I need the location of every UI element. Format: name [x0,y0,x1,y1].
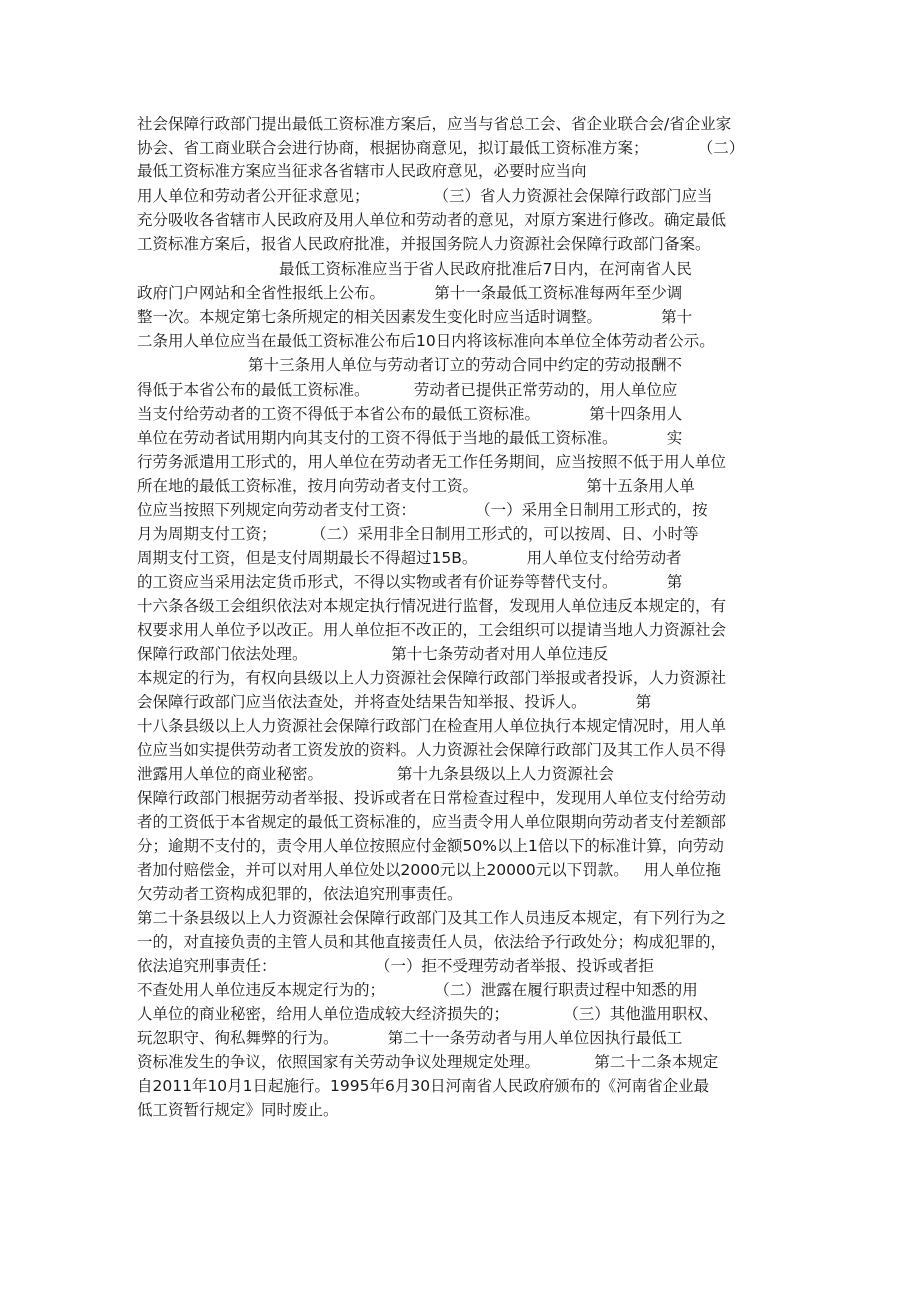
text-line: 得低于本省公布的最低工资标准。 劳动者已提供正常劳动的，用人单位应 [137,381,678,399]
text-line: 整一次。本规定第七条所规定的相关因素发生变化时应当适时调整。 第十 [137,308,693,326]
text-line: 位应当如实提供劳动者工资发放的资料。人力资源社会保障行政部门及其工作人员不得 [137,741,727,759]
text-line: 二条用人单位应当在最低工资标准公布后10日内将该标准向本单位全体劳动者公示。 [137,332,715,350]
text-line: 最低工资标准应当于省人民政府批准后7日内，在河南省人民 [279,260,692,278]
text-line: 者的工资低于本省规定的最低工资标准的，应当责令用人单位限期向劳动者支付差额部 [137,813,727,831]
text-line: 政府门户网站和全省性报纸上公布。 第十一条最低工资标准每两年至少调 [137,284,683,302]
text-line: 依法追究刑事责任： （一）拒不受理劳动者举报、投诉或者拒 [137,957,655,975]
text-line: 用人单位和劳动者公开征求意见； （三）省人力资源社会保障行政部门应当 [137,187,713,205]
text-line: 工资标准方案后，报省人民政府批准，并报国务院人力资源社会保障行政部门备案。 [137,235,711,253]
text-line: 充分吸收各省辖市人民政府及用人单位和劳动者的意见，对原方案进行修改。确定最低 [137,211,727,229]
text-line: 资标准发生的争议，依照国家有关劳动争议处理规定处理。 第二十二条本规定 [137,1053,719,1071]
text-line: 会保障行政部门应当依法查处，并将查处结果告知举报、投诉人。 第 [137,693,652,711]
text-line: 十八条县级以上人力资源社会保障行政部门在检查用人单位执行本规定情况时，用人单 [137,717,727,735]
text-line: 协会、省工商业联合会进行协商，根据协商意见，拟订最低工资标准方案； （二） [137,139,745,157]
text-line: 自2011年10月1日起施行。1995年6月30日河南省人民政府颁布的《河南省企业最 [137,1077,710,1095]
text-line: 泄露用人单位的商业秘密。 第十九条县级以上人力资源社会 [137,765,614,783]
text-line: 十六条各级工会组织依法对本规定执行情况进行监督，发现用人单位违反本规定的，有 [137,597,727,615]
text-line: 位应当按照下列规定向劳动者支付工资： （一）采用全日制用工形式的，按 [137,501,708,519]
text-line: 月为周期支付工资； （二）采用非全日制用工形式的，可以按周、日、小时等 [137,525,699,543]
text-line: 第二十条县级以上人力资源社会保障行政部门及其工作人员违反本规定，有下列行为之 [137,909,727,927]
text-line: 人单位的商业秘密，给用人单位造成较大经济损失的； （三）其他滥用职权、 [137,1005,719,1023]
text-line: 低工资暂行规定》同时废止。 [137,1101,339,1119]
text-line: 保障行政部门依法处理。 第十七条劳动者对用人单位违反 [137,645,609,663]
text-line: 所在地的最低工资标准，按月向劳动者支付工资。 第十五条用人单 [137,477,695,495]
text-line: 玩忽职守、徇私舞弊的行为。 第二十一条劳动者与用人单位因执行最低工 [137,1029,683,1047]
text-line: 者加付赔偿金，并可以对用人单位处以2000元以上20000元以下罚款。 用人单位拖 [137,861,722,879]
text-line: 单位在劳动者试用期内向其支付的工资不得低于当地的最低工资标准。 实 [137,429,683,447]
text-line: 最低工资标准方案应当征求各省辖市人民政府意见，必要时应当向 [137,162,587,180]
text-line: 保障行政部门根据劳动者举报、投诉或者在日常检查过程中，发现用人单位支付给劳动 [137,789,727,807]
text-line: 本规定的行为，有权向县级以上人力资源社会保障行政部门举报或者投诉，人力资源社 [137,669,727,687]
text-line: 第十三条用人单位与劳动者订立的劳动合同中约定的劳动报酬不 [248,356,683,374]
text-line: 当支付给劳动者的工资不得低于本省公布的最低工资标准。 第十四条用人 [137,405,683,423]
text-line: 的工资应当采用法定货币形式，不得以实物或者有价证券等替代支付。 第 [137,573,683,591]
text-line: 社会保障行政部门提出最低工资标准方案后，应当与省总工会、省企业联合会/省企业家 [137,115,732,133]
text-line: 行劳务派遣用工形式的，用人单位在劳动者无工作任务期间，应当按照不低于用人单位 [137,453,727,471]
text-line: 欠劳动者工资构成犯罪的，依法追究刑事责任。 [137,885,463,903]
text-line: 周期支付工资，但是支付周期最长不得超过15B。 用人单位支付给劳动者 [137,549,682,567]
text-line: 一的，对直接负责的主管人员和其他直接责任人员，依法给予行政处分；构成犯罪的， [137,933,727,951]
text-line: 权要求用人单位予以改正。用人单位拒不改正的，工会组织可以提请当地人力资源社会 [137,621,727,639]
text-line: 分；逾期不支付的，责令用人单位按照应付金额50%以上1倍以下的标准计算，向劳动 [137,837,724,855]
text-line: 不查处用人单位违反本规定行为的； （二）泄露在履行职责过程中知悉的用 [137,981,698,999]
